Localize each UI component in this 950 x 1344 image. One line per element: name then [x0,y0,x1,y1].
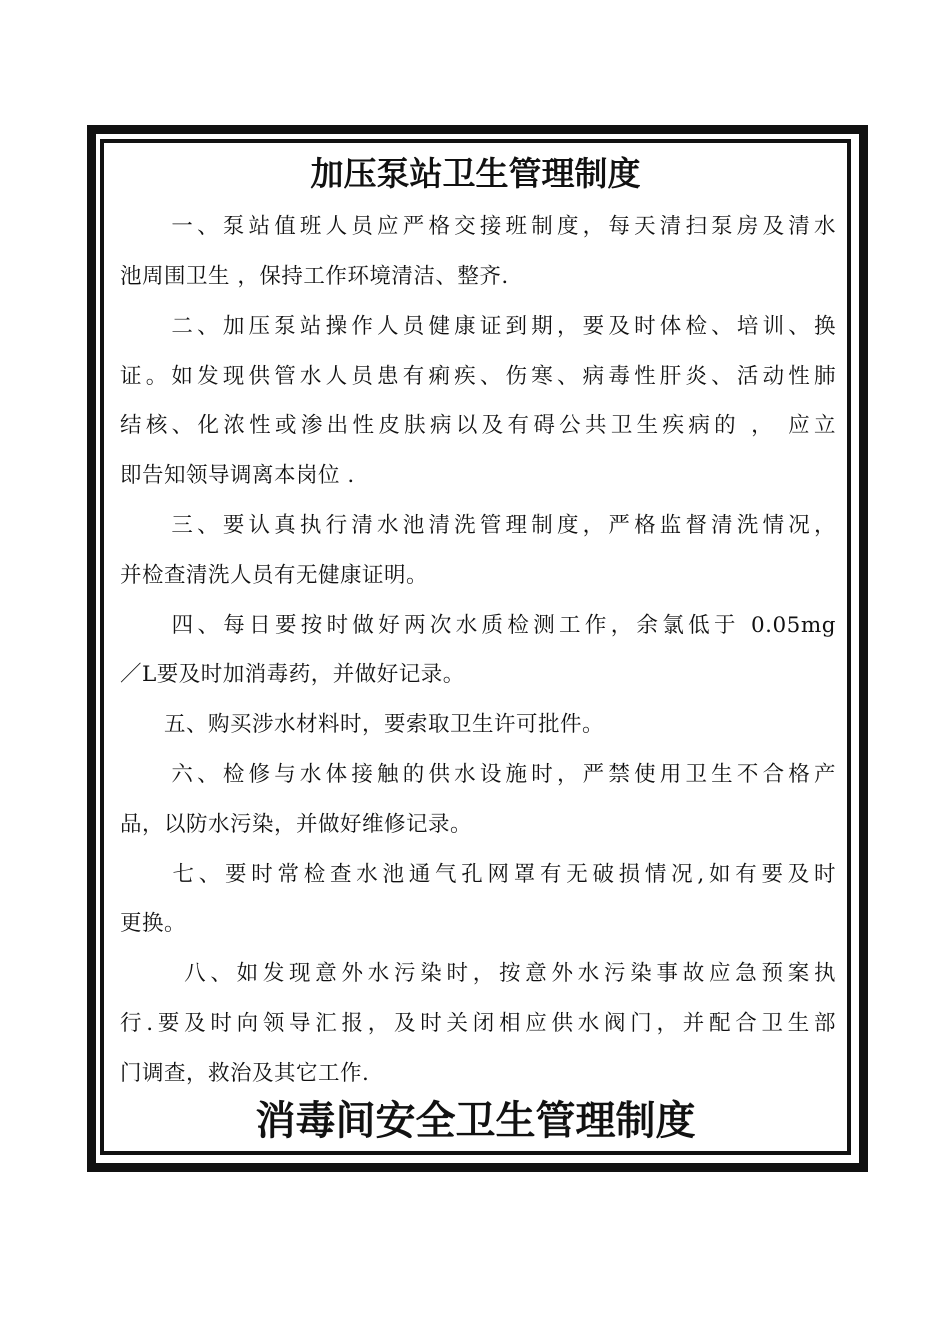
rule-5-line-1: 五、购买涉水材料时，要索取卫生许可批件。 [120,712,605,737]
rule-2-line-1: 二、加压泵站操作人员健康证到期，要及时体检、培训、换 [120,314,836,339]
second-title: 消毒间安全卫生管理制度 [255,1097,696,1144]
rule-6-line-2: 品，以防水污染，并做好维修记录。 [120,812,473,837]
rule-4-line-1: 四、每日要按时做好两次水质检测工作，余氯低于 0.05mg [120,613,836,638]
rule-2-line-3: 结核、化浓性或渗出性皮肤病以及有碍公共卫生疾病的 ， 应立 [120,413,836,438]
rule-1-line-1: 一、泵站值班人员应严格交接班制度，每天清扫泵房及清水 [120,214,836,239]
rule-6-line-1: 六、检修与水体接触的供水设施时，严禁使用卫生不合格产 [120,762,836,787]
rule-3-line-2: 并检查清洗人员有无健康证明。 [120,563,429,588]
rule-7-line-2: 更换。 [120,911,187,936]
rule-2-line-2: 证。如发现供管水人员患有痢疾、伤寒、病毒性肝炎、活动性肺 [120,364,836,389]
rule-3-line-1: 三、要认真执行清水池清洗管理制度，严格监督清洗情况， [120,513,836,538]
rule-8-line-1: 八、如发现意外水污染时，按意外水污染事故应急预案执 [120,961,836,986]
page-title: 加压泵站卫生管理制度 [310,154,641,193]
rule-8-line-3: 门调查，救治及其它工作. [120,1061,370,1086]
rule-1-line-2: 池周围卫生 ，保持工作环境清洁、整齐. [120,264,509,289]
rule-8-line-2: 行.要及时向领导汇报，及时关闭相应供水阀门，并配合卫生部 [120,1011,836,1036]
rule-7-line-1: 七、要时常检查水池通气孔网罩有无破损情况,如有要及时 [120,862,836,887]
rule-2-line-4: 即告知领导调离本岗位 . [120,463,355,488]
rule-4-line-2: ／L要及时加消毒药，并做好记录。 [120,662,465,687]
